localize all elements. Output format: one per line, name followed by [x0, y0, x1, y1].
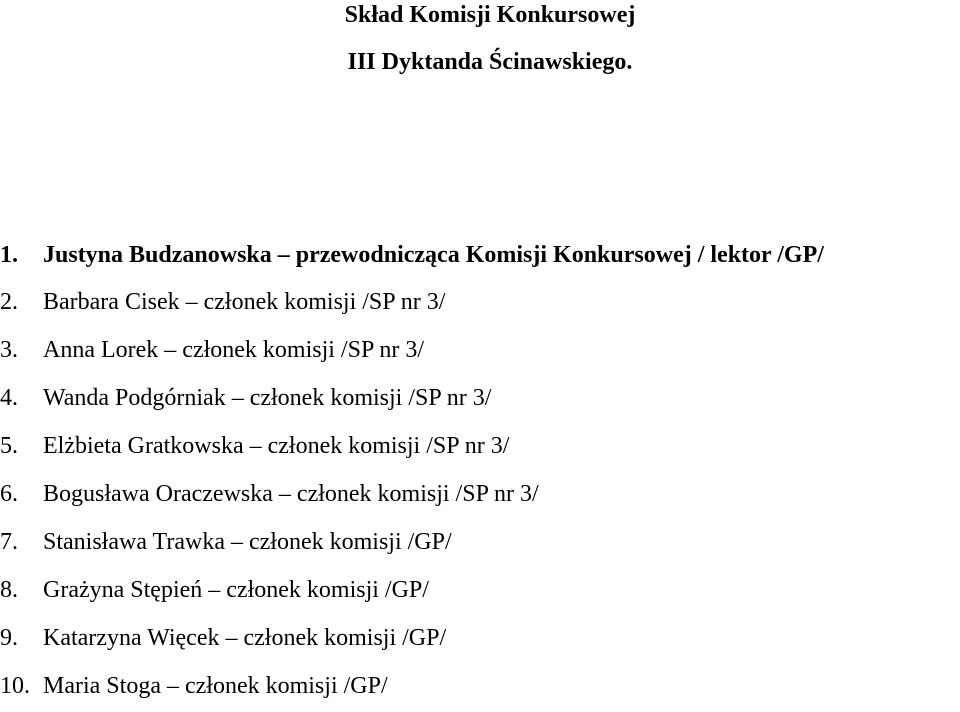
- list-item-text: Grażyna Stępień – członek komisji /GP/: [43, 577, 429, 603]
- list-item: [0, 671, 388, 701]
- list-item-number: 7.: [0, 529, 18, 555]
- list-item-number: 1.: [0, 242, 18, 268]
- list-item-number: 3.: [0, 337, 18, 363]
- list-item-number: 2.: [0, 289, 18, 315]
- list-item: [0, 287, 445, 317]
- list-item-number: 5.: [0, 433, 18, 459]
- list-item-number: 4.: [0, 385, 18, 411]
- list-item: [0, 335, 424, 365]
- list-item-text: Stanisława Trawka – członek komisji /GP/: [43, 529, 452, 555]
- list-item-number: 10.: [0, 673, 30, 699]
- list-item: [0, 431, 509, 461]
- list-item-text: Justyna Budzanowska – przewodnicząca Komisji Konkursowej / lektor /GP/: [43, 242, 824, 268]
- list-item-text: Barbara Cisek – członek komisji /SP nr 3/: [43, 289, 446, 315]
- list-item-text: Katarzyna Więcek – członek komisji /GP/: [43, 625, 447, 651]
- list-item: [0, 479, 539, 509]
- list-item-number: 6.: [0, 481, 18, 507]
- list-item-number: 9.: [0, 625, 18, 651]
- list-item-text: Bogusława Oraczewska – członek komisji /SP nr 3/: [43, 481, 539, 507]
- list-item-number: 8.: [0, 577, 18, 603]
- document-subtitle: III Dyktanda Ścinawskiego.: [347, 49, 633, 75]
- document-title: Skład Komisji Konkursowej: [344, 2, 636, 28]
- list-item: [0, 623, 446, 653]
- list-item-text: Anna Lorek – członek komisji /SP nr 3/: [43, 337, 425, 363]
- list-item: [0, 527, 452, 557]
- list-item-text: Maria Stoga – członek komisji /GP/: [43, 673, 388, 699]
- list-item: [0, 575, 429, 605]
- list-item-text: Wanda Podgórniak – członek komisji /SP nr 3/: [43, 385, 492, 411]
- list-item-text: Elżbieta Gratkowska – członek komisji /SP nr 3/: [43, 433, 510, 459]
- list-item: [0, 383, 491, 413]
- list-item: [0, 240, 824, 270]
